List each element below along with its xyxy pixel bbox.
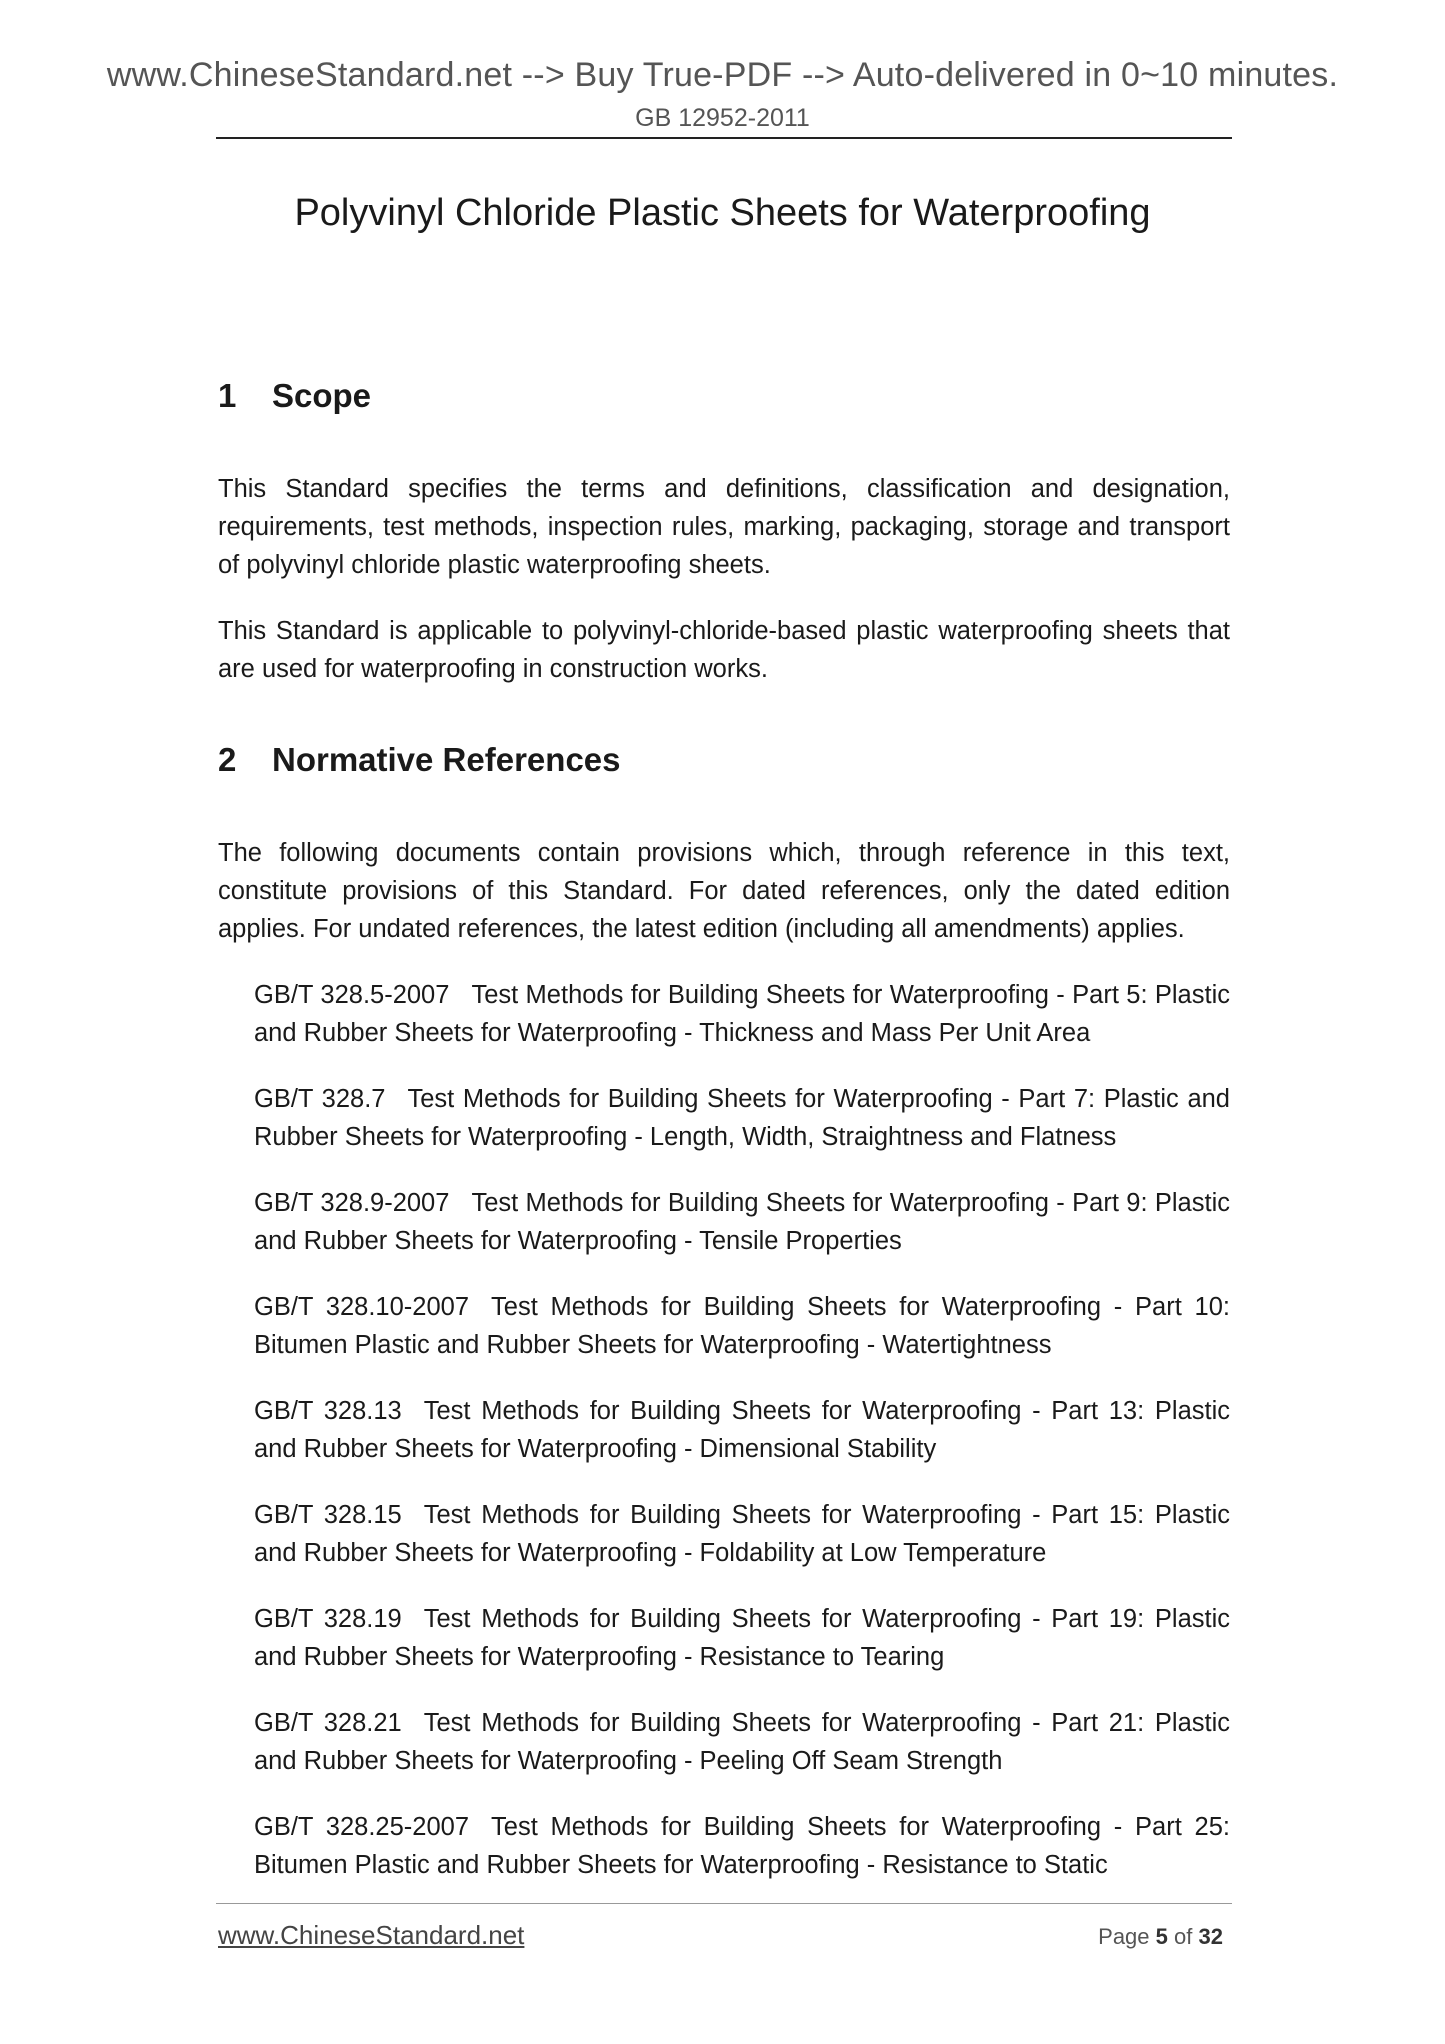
reference-title: Test Methods for Building Sheets for Waterproofing - Part 15: Plastic and Rubber Sheets for Waterproofing - Foldability at Low Temperature: [254, 1501, 1230, 1567]
reference-item: [254, 1184, 1230, 1260]
scope-paragraph: This Standard specifies the terms and definitions, classification and designation, requirements, test methods, inspection rules, marking, packaging, storage and transport of polyvinyl chloride plastic waterproofing sheets.: [218, 475, 1230, 579]
section-number: 2: [218, 741, 237, 778]
reference-item: [254, 1496, 1230, 1572]
section-heading-normative-references: [218, 736, 1230, 784]
reference-title: Test Methods for Building Sheets for Waterproofing - Part 13: Plastic and Rubber Sheets for Waterproofing - Dimensional Stability: [254, 1397, 1230, 1463]
page-prefix: Page: [1098, 1924, 1150, 1949]
reference-code: GB/T 328.21: [254, 1709, 402, 1737]
reference-code: GB/T 328.13: [254, 1397, 402, 1425]
reference-title: Test Methods for Building Sheets for Waterproofing - Part 25: Bitumen Plastic and Rubber Sheets for Waterproofing - Resistance to Static: [254, 1813, 1231, 1879]
reference-title: Test Methods for Building Sheets for Waterproofing - Part 5: Plastic and Rubber Sheets for Waterproofing - Thickness and Mass Per Unit Area: [254, 981, 1230, 1047]
standard-code: GB 12952-2011: [635, 104, 810, 132]
header-banner[interactable]: www.ChineseStandard.net --> Buy True-PDF --> Auto-delivered in 0~10 minutes.: [106, 56, 1339, 94]
section-heading-scope: [218, 372, 1230, 420]
reference-item: [254, 1080, 1230, 1156]
reference-item: [254, 1704, 1230, 1780]
reference-item: [254, 976, 1230, 1052]
reference-code: GB/T 328.9-2007: [254, 1189, 450, 1217]
scope-paragraph: This Standard is applicable to polyvinyl-chloride-based plastic waterproofing sheets that are used for waterproofing in construction works.: [218, 617, 1230, 683]
reference-title: Test Methods for Building Sheets for Waterproofing - Part 9: Plastic and Rubber Sheets for Waterproofing - Tensile Properties: [254, 1189, 1230, 1255]
reference-code: GB/T 328.7: [254, 1085, 386, 1113]
page-current: 5: [1155, 1924, 1168, 1949]
reference-code: GB/T 328.10-2007: [254, 1293, 470, 1321]
reference-title: Test Methods for Building Sheets for Waterproofing - Part 7: Plastic and Rubber Sheets for Waterproofing - Length, Width, Straightness and Flatness: [254, 1085, 1230, 1151]
reference-item: [254, 1392, 1230, 1468]
document-title: Polyvinyl Chloride Plastic Sheets for Waterproofing: [294, 192, 1151, 234]
reference-code: GB/T 328.5-2007: [254, 981, 450, 1009]
section-title: Scope: [272, 377, 372, 414]
page-total: 32: [1198, 1924, 1223, 1949]
reference-title: Test Methods for Building Sheets for Waterproofing - Part 19: Plastic and Rubber Sheets for Waterproofing - Resistance to Tearing: [254, 1605, 1230, 1671]
page-separator: of: [1174, 1924, 1193, 1949]
reference-title: Test Methods for Building Sheets for Waterproofing - Part 10: Bitumen Plastic and Rubber Sheets for Waterproofing - Watertightness: [254, 1293, 1231, 1359]
section-number: 1: [218, 377, 237, 414]
reference-item: [254, 1808, 1230, 1884]
section-title: Normative References: [272, 741, 621, 778]
references-intro-paragraph: The following documents contain provisions which, through reference in this text, constitute provisions of this Standard. For dated references, only the dated edition applies. For undated references, the latest edition (including all amendments) applies.: [218, 839, 1230, 943]
reference-title: Test Methods for Building Sheets for Waterproofing - Part 21: Plastic and Rubber Sheets for Waterproofing - Peeling Off Seam Strength: [254, 1709, 1230, 1775]
reference-item: [254, 1288, 1230, 1364]
reference-code: GB/T 328.25-2007: [254, 1813, 470, 1841]
footer-site-link[interactable]: www.ChineseStandard.net: [218, 1920, 525, 1950]
page-indicator: [1098, 1924, 1223, 1950]
reference-code: GB/T 328.15: [254, 1501, 402, 1529]
document-body: [218, 372, 1230, 1912]
reference-code: GB/T 328.19: [254, 1605, 402, 1633]
header-divider: [216, 137, 1232, 139]
footer-divider: [216, 1903, 1232, 1904]
reference-item: [254, 1600, 1230, 1676]
